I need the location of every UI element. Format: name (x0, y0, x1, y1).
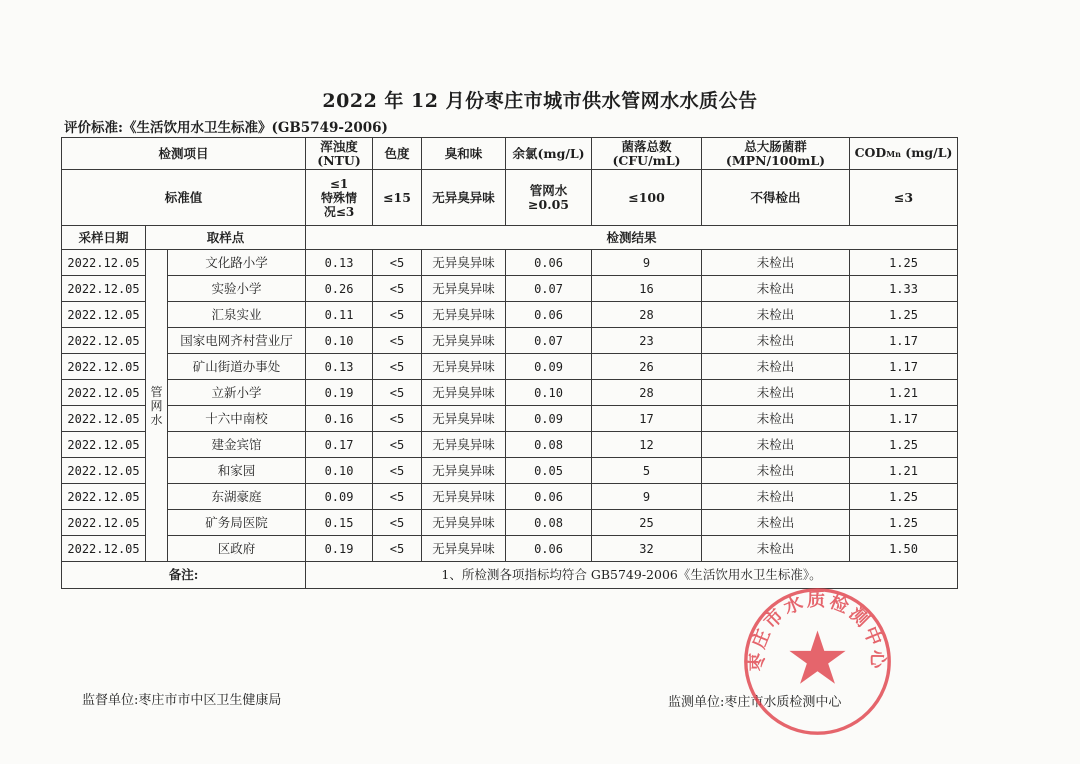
coliform-value: 未检出 (702, 302, 850, 328)
header-row (62, 138, 958, 170)
coliform-value: 未检出 (702, 354, 850, 380)
color-value: <5 (373, 354, 422, 380)
header-cod-unit: (mg/L) (900, 145, 953, 160)
sampling-site: 和家园 (168, 458, 306, 484)
sampling-site: 矿山街道办事处 (168, 354, 306, 380)
bacteria-value: 25 (592, 510, 702, 536)
sample-date: 2022.12.05 (62, 406, 146, 432)
standard-row (62, 170, 958, 226)
coliform-value: 未检出 (702, 484, 850, 510)
water-quality-table (61, 137, 958, 589)
chlorine-value: 0.07 (506, 328, 592, 354)
chlorine-value: 0.10 (506, 380, 592, 406)
header-cod-sub: Mn (886, 149, 901, 159)
standard-cod: ≤3 (850, 170, 958, 226)
chlorine-value: 0.06 (506, 536, 592, 562)
sampling-site: 国家电网齐村营业厅 (168, 328, 306, 354)
odor-value: 无异臭异味 (422, 380, 506, 406)
sampling-site: 东湖豪庭 (168, 484, 306, 510)
standard-label: 标准值 (62, 170, 306, 226)
standard-odor: 无异臭异味 (422, 170, 506, 226)
color-value: <5 (373, 276, 422, 302)
sample-date: 2022.12.05 (62, 458, 146, 484)
odor-value: 无异臭异味 (422, 276, 506, 302)
cod-value: 1.17 (850, 406, 958, 432)
coliform-value: 未检出 (702, 328, 850, 354)
table-row (62, 276, 958, 302)
subheader-date: 采样日期 (62, 226, 146, 250)
bacteria-value: 16 (592, 276, 702, 302)
table-row (62, 328, 958, 354)
header-item: 检测项目 (62, 138, 306, 170)
odor-value: 无异臭异味 (422, 510, 506, 536)
chlorine-value: 0.07 (506, 276, 592, 302)
cod-value: 1.17 (850, 328, 958, 354)
bacteria-value: 28 (592, 302, 702, 328)
turbidity-value: 0.10 (306, 328, 373, 354)
sample-date: 2022.12.05 (62, 276, 146, 302)
chlorine-value: 0.05 (506, 458, 592, 484)
turbidity-value: 0.19 (306, 536, 373, 562)
header-odor: 臭和味 (422, 138, 506, 170)
sample-date: 2022.12.05 (62, 250, 146, 276)
odor-value: 无异臭异味 (422, 536, 506, 562)
sampling-site: 矿务局医院 (168, 510, 306, 536)
cod-value: 1.25 (850, 302, 958, 328)
turbidity-value: 0.17 (306, 432, 373, 458)
header-bacteria: 菌落总数 (CFU/mL) (592, 138, 702, 170)
cod-value: 1.25 (850, 484, 958, 510)
monitor-unit: 监测单位:枣庄市水质检测中心 (668, 695, 842, 710)
page-title: 2022 年 12 月份枣庄市城市供水管网水水质公告 (322, 90, 758, 112)
standard-coliform: 不得检出 (702, 170, 850, 226)
color-value: <5 (373, 328, 422, 354)
header-turbidity: 浑浊度 (NTU) (306, 138, 373, 170)
table-row (62, 250, 958, 276)
odor-value: 无异臭异味 (422, 484, 506, 510)
table-row (62, 484, 958, 510)
color-value: <5 (373, 380, 422, 406)
chlorine-value: 0.06 (506, 484, 592, 510)
odor-value: 无异臭异味 (422, 250, 506, 276)
sample-date: 2022.12.05 (62, 328, 146, 354)
bacteria-value: 5 (592, 458, 702, 484)
chlorine-value: 0.08 (506, 510, 592, 536)
bacteria-value: 32 (592, 536, 702, 562)
sampling-site: 区政府 (168, 536, 306, 562)
sample-date: 2022.12.05 (62, 432, 146, 458)
sampling-site: 立新小学 (168, 380, 306, 406)
sample-date: 2022.12.05 (62, 354, 146, 380)
turbidity-value: 0.10 (306, 458, 373, 484)
turbidity-value: 0.13 (306, 354, 373, 380)
sample-date: 2022.12.05 (62, 380, 146, 406)
subheader-results: 检测结果 (306, 226, 958, 250)
table-row (62, 302, 958, 328)
coliform-value: 未检出 (702, 458, 850, 484)
table-row (62, 380, 958, 406)
bacteria-value: 9 (592, 484, 702, 510)
sampling-site: 汇泉实业 (168, 302, 306, 328)
color-value: <5 (373, 406, 422, 432)
chlorine-value: 0.06 (506, 250, 592, 276)
header-coliform: 总大肠菌群 (MPN/100mL) (702, 138, 850, 170)
evaluation-standard: 评价标准:《生活饮用水卫生标准》(GB5749-2006) (64, 120, 388, 136)
color-value: <5 (373, 432, 422, 458)
odor-value: 无异臭异味 (422, 354, 506, 380)
cod-value: 1.25 (850, 510, 958, 536)
coliform-value: 未检出 (702, 250, 850, 276)
coliform-value: 未检出 (702, 276, 850, 302)
chlorine-value: 0.08 (506, 432, 592, 458)
bacteria-value: 23 (592, 328, 702, 354)
bacteria-value: 17 (592, 406, 702, 432)
header-color: 色度 (373, 138, 422, 170)
sampling-site: 建金宾馆 (168, 432, 306, 458)
cod-value: 1.33 (850, 276, 958, 302)
header-chlorine: 余氯(mg/L) (506, 138, 592, 170)
subheader-row (62, 226, 958, 250)
coliform-value: 未检出 (702, 536, 850, 562)
bacteria-value: 9 (592, 250, 702, 276)
odor-value: 无异臭异味 (422, 432, 506, 458)
color-value: <5 (373, 484, 422, 510)
odor-value: 无异臭异味 (422, 406, 506, 432)
sample-date: 2022.12.05 (62, 536, 146, 562)
coliform-value: 未检出 (702, 432, 850, 458)
standard-color: ≤15 (373, 170, 422, 226)
turbidity-value: 0.19 (306, 380, 373, 406)
table-row (62, 458, 958, 484)
cod-value: 1.21 (850, 458, 958, 484)
coliform-value: 未检出 (702, 406, 850, 432)
table-row (62, 510, 958, 536)
color-value: <5 (373, 458, 422, 484)
sampling-site: 实验小学 (168, 276, 306, 302)
odor-value: 无异臭异味 (422, 458, 506, 484)
supervisor-unit: 监督单位:枣庄市市中区卫生健康局 (82, 693, 282, 708)
turbidity-value: 0.15 (306, 510, 373, 536)
turbidity-value: 0.16 (306, 406, 373, 432)
chlorine-value: 0.09 (506, 406, 592, 432)
bacteria-value: 28 (592, 380, 702, 406)
sampling-site: 文化路小学 (168, 250, 306, 276)
cod-value: 1.17 (850, 354, 958, 380)
odor-value: 无异臭异味 (422, 302, 506, 328)
sample-date: 2022.12.05 (62, 484, 146, 510)
table-row (62, 406, 958, 432)
turbidity-value: 0.26 (306, 276, 373, 302)
note-label: 备注: (62, 562, 306, 589)
color-value: <5 (373, 302, 422, 328)
water-type-label: 管 网 水 (146, 250, 168, 562)
subheader-site: 取样点 (146, 226, 306, 250)
cod-value: 1.25 (850, 432, 958, 458)
color-value: <5 (373, 510, 422, 536)
header-cod-main: COD (854, 145, 887, 160)
cod-value: 1.21 (850, 380, 958, 406)
table-row (62, 354, 958, 380)
turbidity-value: 0.09 (306, 484, 373, 510)
official-seal (740, 584, 895, 739)
sampling-site: 十六中南校 (168, 406, 306, 432)
odor-value: 无异臭异味 (422, 328, 506, 354)
standard-turbidity: ≤1 特殊情 况≤3 (306, 170, 373, 226)
standard-chlorine: 管网水 ≥0.05 (506, 170, 592, 226)
color-value: <5 (373, 536, 422, 562)
note-text: 1、所检测各项指标均符合 GB5749-2006《生活饮用水卫生标准》。 (306, 562, 958, 589)
chlorine-value: 0.06 (506, 302, 592, 328)
turbidity-value: 0.13 (306, 250, 373, 276)
cod-value: 1.25 (850, 250, 958, 276)
coliform-value: 未检出 (702, 380, 850, 406)
seal-text: 枣庄市水质检测中心 (747, 590, 888, 672)
color-value: <5 (373, 250, 422, 276)
standard-bacteria: ≤100 (592, 170, 702, 226)
sample-date: 2022.12.05 (62, 302, 146, 328)
bacteria-value: 26 (592, 354, 702, 380)
sample-date: 2022.12.05 (62, 510, 146, 536)
coliform-value: 未检出 (702, 510, 850, 536)
table-row (62, 432, 958, 458)
table-row (62, 536, 958, 562)
turbidity-value: 0.11 (306, 302, 373, 328)
header-cod (850, 138, 958, 170)
chlorine-value: 0.09 (506, 354, 592, 380)
bacteria-value: 12 (592, 432, 702, 458)
cod-value: 1.50 (850, 536, 958, 562)
